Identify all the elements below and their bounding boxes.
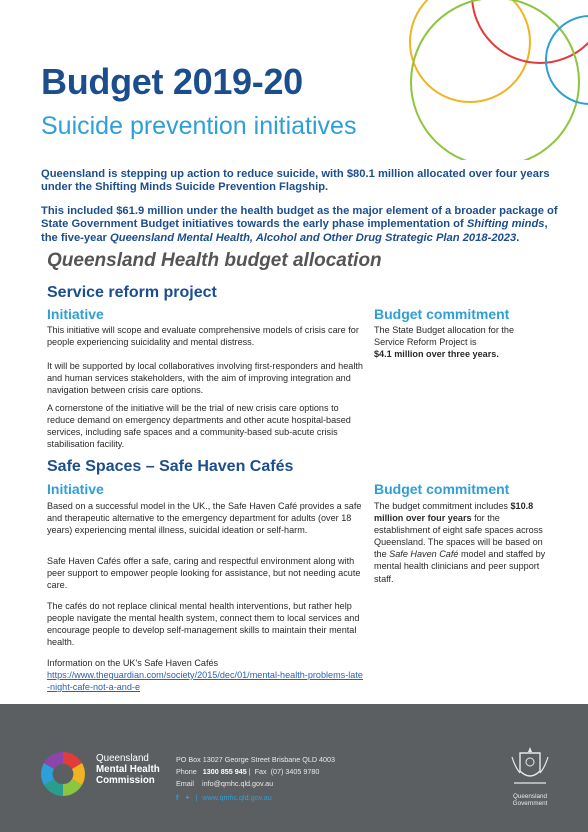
safe-spaces-budget-heading: Budget commitment — [374, 481, 510, 497]
page-subtitle: Suicide prevention initiatives — [41, 112, 357, 140]
facebook-icon[interactable]: f — [176, 793, 179, 802]
queensland-government-crest-icon — [506, 743, 554, 791]
service-reform-paragraph: This initiative will scope and evaluate comprehensive models of crisis care for people experiencing suicidality and mental distress. — [47, 325, 359, 348]
safe-spaces-heading: Safe Spaces – Safe Haven Cafés — [47, 458, 294, 475]
footer-phone-fax: Phone 1300 855 945 | Fax (07) 3405 9780 — [176, 767, 320, 776]
safe-spaces-paragraph: Safe Haven Cafés offer a safe, caring and respectful environment along with peer support to empower people looking for assistance, but not needing acute care. — [47, 556, 361, 591]
qmhc-name: Queensland Mental Health Commission — [96, 753, 160, 786]
safe-haven-info-link[interactable]: https://www.theguardian.com/society/2015/dec/01/mental-health-problems-late-night-cafe-not-a-and-e — [47, 670, 363, 693]
service-reform-budget-text: The State Budget allocation for the Service Reform Project is $4.1 million over three years. — [374, 325, 515, 360]
section-heading: Queensland Health budget allocation — [47, 250, 382, 271]
queensland-government-label: Queensland Government — [512, 793, 548, 807]
website-link[interactable]: www.qmhc.qld.gov.au — [202, 793, 272, 802]
safe-spaces-paragraph: Based on a successful model in the UK., the Safe Haven Café provides a safe and therapeutic alternative to the emergency department for adults (over 18 years) experiencing mental illness, suicidal ideation or self-harm. — [47, 501, 362, 536]
email-link[interactable]: info@qmhc.qld.gov.au — [201, 779, 274, 788]
service-reform-paragraph: It will be supported by local collaboratives involving first-responders and health and human services stakeholders, with the aim of improving integration and navigation between crisis care options. — [47, 361, 363, 396]
safe-spaces-initiative-heading: Initiative — [47, 481, 104, 497]
safe-spaces-paragraph: The cafés do not replace clinical mental health interventions, but rather help people navigate the mental health system, connect them to local services and encourage people to develop self-management skills to maintain their mental health. — [47, 601, 360, 648]
safe-spaces-budget-text: The budget commitment includes $10.8 million over four years for the establishment of eight safe spaces across Queensland. The spaces will be based on the Safe Haven Café model and staffed by mental health clinicians and peer support staff. — [374, 501, 546, 584]
footer-address: PO Box 13027 George Street Brisbane QLD 4003 — [176, 755, 336, 764]
safe-spaces-info-label: Information on the UK's Safe Haven Cafés — [47, 658, 219, 668]
service-reform-initiative-heading: Initiative — [47, 306, 104, 322]
footer-email: Email info@qmhc.qld.gov.au — [176, 779, 274, 788]
service-reform-paragraph: A cornerstone of the initiative will be the trial of new crisis care options to reduce demand on emergency departments and other acute hospital-based services, including safe spaces and a community-based sub-acute crisis stabilisation facility. — [47, 403, 351, 450]
intro-paragraph: Queensland is stepping up action to reduce suicide, with $80.1 million allocated over four years under the Shifting Minds Suicide Prevention Flagship. — [41, 168, 550, 194]
page-title: Budget 2019-20 — [41, 61, 303, 102]
footer-social: f ✦ | www.qmhc.qld.gov.au — [176, 793, 272, 802]
service-reform-heading: Service reform project — [47, 284, 217, 301]
twitter-icon[interactable]: ✦ — [184, 793, 191, 802]
intro-paragraph-2: This included $61.9 million under the health budget as the major element of a broader package of State Government Budget initiatives towards the early phase implementation of Shifting minds, the five-year Queensland Mental Health, Alcohol and Other Drug Strategic Plan 2018-2023. — [41, 205, 558, 244]
qmhc-logo-icon — [38, 749, 88, 799]
service-reform-budget-heading: Budget commitment — [374, 306, 510, 322]
